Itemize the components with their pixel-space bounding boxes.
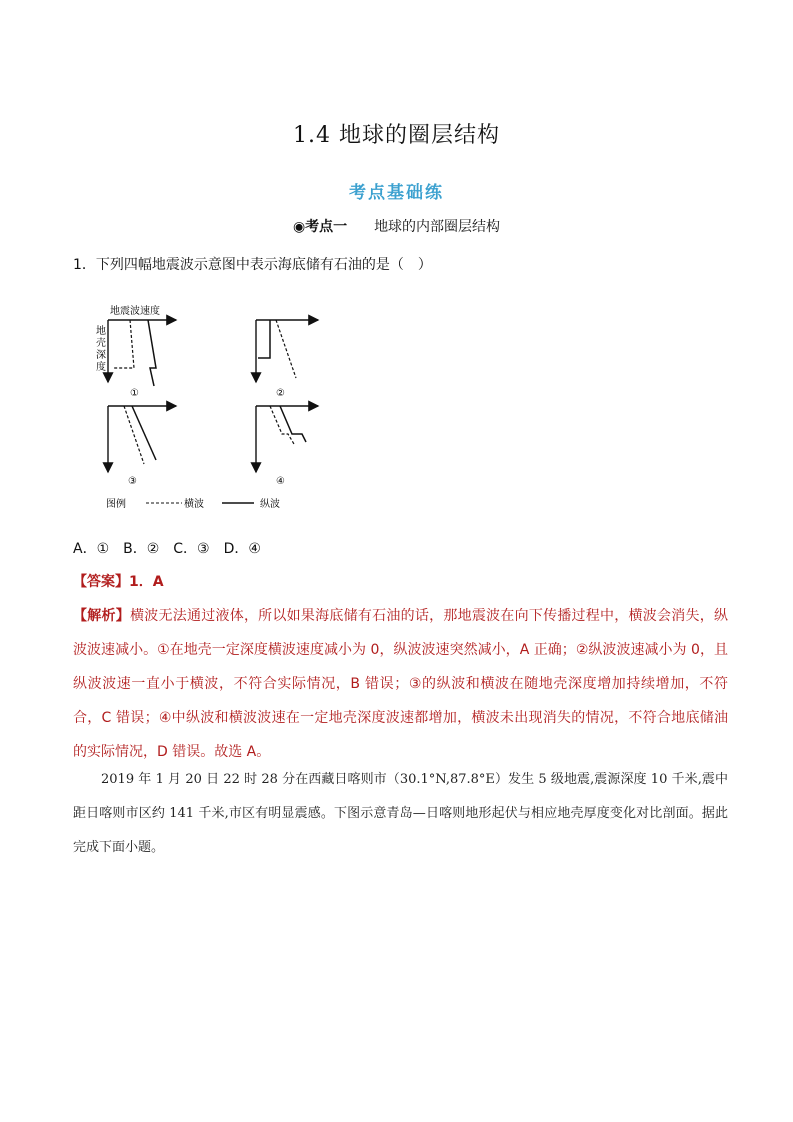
page-title: 1.4 地球的圈层结构 [293,123,500,148]
axis-y-label-4: 度 [96,362,106,373]
analysis-text: 横波无法通过液体，所以如果海底储有石油的话，那地震波在向下传播过程中，横波会消失，纵波波速减小。①在地壳一定深度横波速度减小为 0，纵波波速突然减小，A 正确；②纵波波速减小为 0，且纵波波速一直小于横波，不符合实际情况，B 错误；③的纵波和横波在随地壳深度增加持续增加，不符合，C 错误；④中纵波和横波波速在一定地壳深度波速都增加，横波未出现消失的情况，不符合地底储油的实际情况，D 错误。故选 A。 [73,608,729,760]
legend-title: 图例 [106,499,126,510]
panel-2-transverse-wave [276,320,296,378]
panel-3-longitudinal-wave [132,406,156,460]
panel-4 [256,406,318,487]
figure-legend [106,497,280,510]
section-heading: 考点基础练 [349,183,444,203]
legend-transverse-label: 横波 [184,499,204,510]
question-text: 1．下列四幅地震波示意图中表示海底储有石油的是（ ） [73,257,432,273]
topic-heading [0,216,793,236]
analysis-tag: 【解析】 [73,608,130,624]
legend-longitudinal-label: 纵波 [260,499,280,510]
analysis-block [73,599,728,769]
axis-y-label-1: 地 [96,326,106,337]
axis-y-label-3: 深 [96,350,106,361]
answer-line: 【答案】1．A [73,574,164,590]
panel-1-longitudinal-wave [148,320,156,386]
axis-y-label-2: 壳 [96,338,106,349]
topic-name: 地球的内部圈层结构 [374,219,501,235]
material-paragraph: 2019 年 1 月 20 日 22 时 28 分在西藏日喀则市（30.1°N,87.8°E）发生 5 级地震,震源深度 10 千米,震中距日喀则市区约 141 千米,市区有明显震感。下图示意青岛—日喀则地形起伏与相应地壳厚度变化对比剖面。据此完成下面小题。 [73,772,728,855]
panel-3-transverse-wave [124,406,144,464]
seismic-wave-figure [90,296,330,518]
answer-options: A．① B．② C．③ D．④ [73,541,261,557]
panel-4-longitudinal-wave [280,406,306,442]
panel-3 [108,406,176,487]
panel-2-longitudinal-wave [258,320,270,358]
topic-label: ◉考点一 [292,219,348,235]
panel-2-label: ② [276,388,285,399]
panel-1-transverse-wave [114,320,134,368]
panel-4-label: ④ [276,476,285,487]
panel-1 [96,304,176,399]
panel-2 [256,320,318,399]
panel-3-label: ③ [128,476,137,487]
panel-1-label: ① [130,388,139,399]
axis-x-label: 地震波速度 [110,306,160,317]
